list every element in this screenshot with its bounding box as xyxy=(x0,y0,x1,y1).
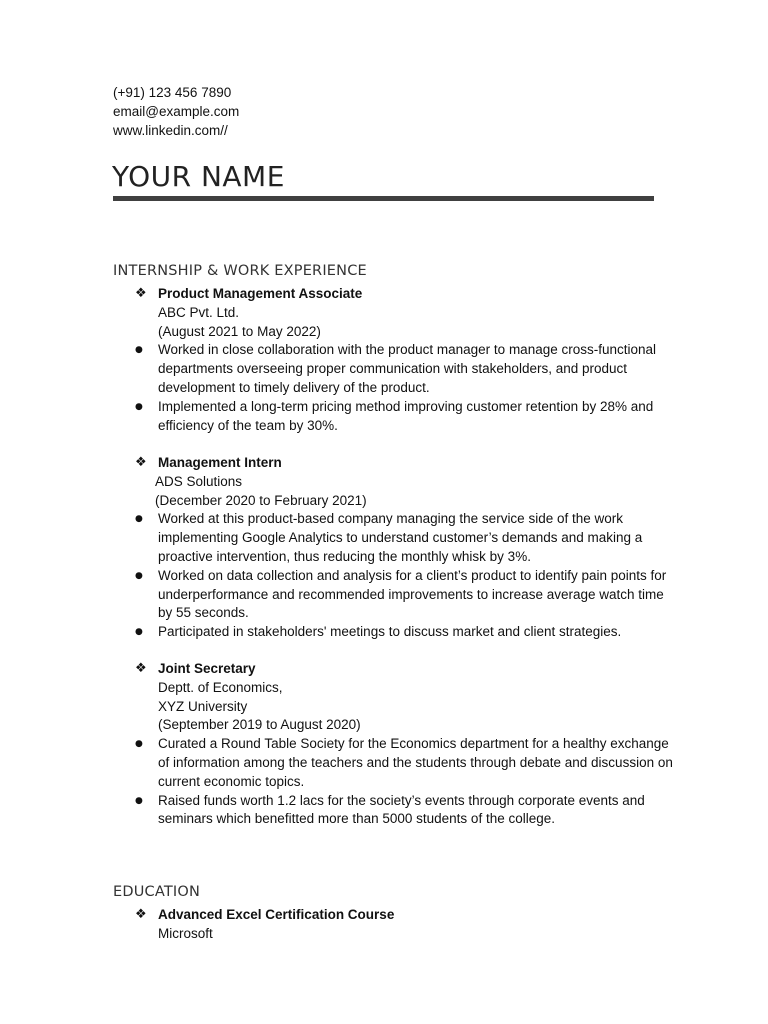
job-entry xyxy=(113,660,673,829)
job-title: ❖ Product Management Associate xyxy=(113,285,673,304)
linkedin-url: www.linkedin.com// xyxy=(113,123,228,138)
job-bullets xyxy=(113,341,673,435)
experience-section-heading: INTERNSHIP & WORK EXPERIENCE xyxy=(113,263,367,279)
email-address: email@example.com xyxy=(113,104,240,119)
job-bullet: ● Participated in stakeholders' meetings to discuss market and client strategies. xyxy=(113,623,673,642)
phone-number: (+91) 123 456 7890 xyxy=(113,85,232,100)
contact-block xyxy=(113,83,239,140)
job-bullet: ● Implemented a long-term pricing method improving customer retention by 28% and efficiency of the team by 30%. xyxy=(113,398,673,436)
job-organization: ABC Pvt. Ltd. xyxy=(158,304,240,320)
diamond-bullet-icon: ❖ xyxy=(135,907,147,922)
candidate-name: YOUR NAME xyxy=(112,160,285,193)
job-bullet: ● Worked at this product-based company managing the service side of the work implementing Google Analytics to understand customer’s demands and making a proactive intervention, thus reducing the monthly whisk by 3%. xyxy=(113,510,673,566)
diamond-bullet-icon: ❖ xyxy=(135,286,147,301)
diamond-bullet-icon: ❖ xyxy=(135,661,147,676)
job-title: ❖ Joint Secretary xyxy=(113,660,673,679)
job-title: ❖ Management Intern xyxy=(113,454,673,473)
job-dates: (August 2021 to May 2022) xyxy=(158,323,321,339)
job-bullets xyxy=(113,510,673,642)
job-dates: (December 2020 to February 2021) xyxy=(155,492,367,508)
education-title: ❖ Advanced Excel Certification Course xyxy=(113,906,673,925)
job-organization: ADS Solutions xyxy=(155,473,243,489)
job-entry xyxy=(113,454,673,642)
job-bullet: ● Curated a Round Table Society for the Economics department for a healthy exchange of information among the teachers and the students through debate and discussion on current economic topics. xyxy=(113,735,673,791)
job-organization: Deptt. of Economics, xyxy=(158,679,283,695)
education-organization: Microsoft xyxy=(158,925,213,941)
job-bullets xyxy=(113,735,673,829)
diamond-bullet-icon: ❖ xyxy=(135,455,147,470)
job-entry xyxy=(113,285,673,435)
name-underline-divider xyxy=(113,196,654,201)
job-organization: XYZ University xyxy=(158,698,248,714)
job-bullet: ● Raised funds worth 1.2 lacs for the society’s events through corporate events and seminars which benefitted more than 5000 students of the college. xyxy=(113,792,673,830)
job-bullet: ● Worked in close collaboration with the product manager to manage cross-functional departments overseeing proper communication with stakeholders, and product development to timely delivery of the product. xyxy=(113,341,673,397)
job-bullet: ● Worked on data collection and analysis for a client’s product to identify pain points for underperformance and recommended improvements to increase average watch time by 55 seconds. xyxy=(113,567,673,623)
education-entry xyxy=(113,906,673,944)
education-section-heading: EDUCATION xyxy=(113,884,201,900)
job-dates: (September 2019 to August 2020) xyxy=(158,717,361,733)
